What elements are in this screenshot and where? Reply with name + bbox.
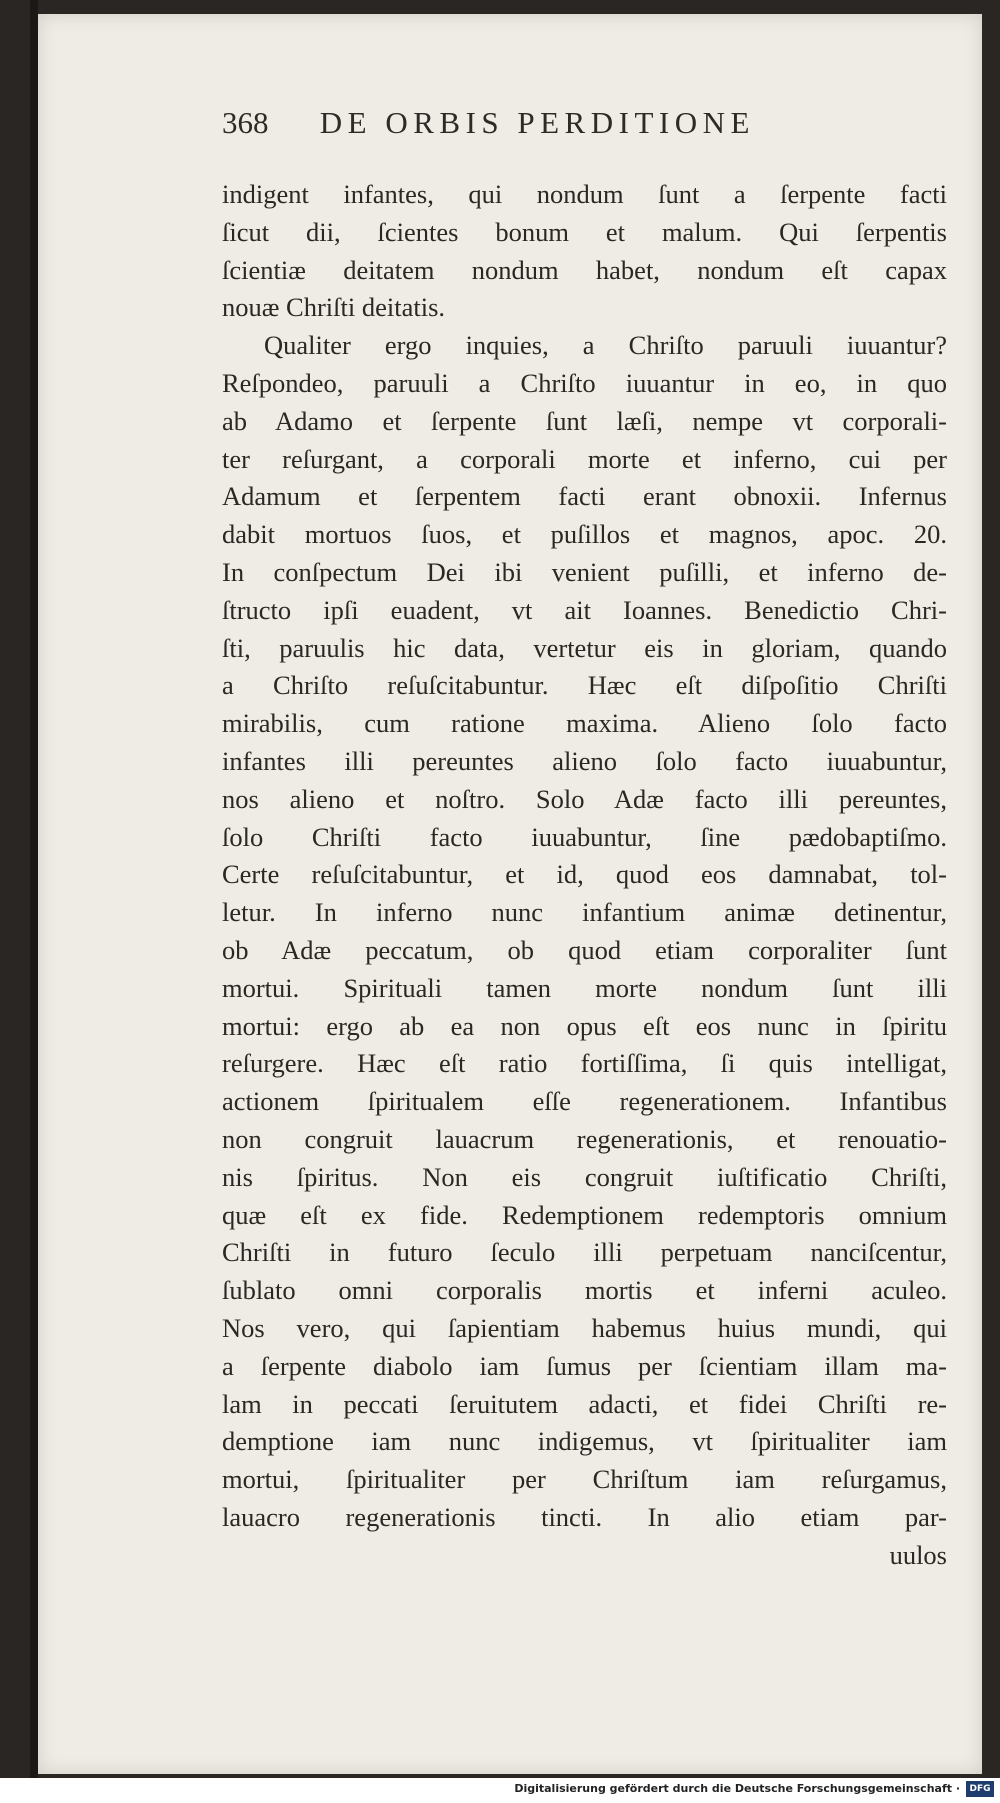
text-line: ſublato omni corporalis mortis et inferni aculeo. [222,1275,947,1306]
text-line: lauacro regenerationis tincti. In alio etiam par- [222,1501,947,1532]
text-line: ab Adamo et ſerpente ſunt læſi, nempe vt corporali- [222,405,947,436]
text-line: ob Adæ peccatum, ob quod etiam corporaliter ſunt [222,934,947,965]
text-line: mirabilis, cum ratione maxima. Alieno ſolo facto [222,708,947,739]
text-line: reſurgere. Hæc eſt ratio fortiſſima, ſi quis intelligat, [222,1048,947,1079]
dfg-logo: DFG [966,1781,994,1797]
running-head [222,105,847,155]
text-line: a Chriſto reſuſcitabuntur. Hæc eſt diſpoſitio Chriſti [222,670,947,701]
text-line: In conſpectum Dei ibi venient puſilli, et inferno de- [222,556,947,587]
text-line: ſicut dii, ſcientes bonum et malum. Qui ſerpentis [222,216,947,247]
text-line: Adamum et ſerpentem facti erant obnoxii. Infernus [222,481,947,512]
book-gutter-edge [30,0,38,1778]
catchword: uulos [889,1539,947,1570]
text-line: Reſpondeo, paruuli a Chriſto iuuantur in eo, in quo [222,367,947,398]
text-line: demptione iam nunc indigemus, vt ſpiritualiter iam [222,1426,947,1457]
digitization-footer [0,1778,1000,1803]
funding-credit: Digitalisierung gefördert durch die Deutsche Forschungsgemeinschaft · [514,1782,960,1795]
text-line: mortui, ſpiritualiter per Chriſtum iam reſurgamus, [222,1464,947,1495]
text-line: infantes illi pereuntes alieno ſolo facto iuuabuntur, [222,745,947,776]
text-line: actionem ſpiritualem eſſe regenerationem. Infantibus [222,1086,947,1117]
text-line: Nos vero, qui ſapientiam habemus huius mundi, qui [222,1312,947,1343]
text-line: Certe reſuſcitabuntur, et id, quod eos damnabat, tol- [222,859,947,890]
text-line: nis ſpiritus. Non eis congruit iuſtificatio Chriſti, [222,1161,947,1192]
text-line: dabit mortuos ſuos, et puſillos et magnos, apoc. 20. [222,519,947,550]
text-line: Chriſti in futuro ſeculo illi perpetuam nanciſcentur, [222,1237,947,1268]
text-line: ter reſurgant, a corporali morte et inferno, cui per [222,443,947,474]
text-line: nos alieno et noſtro. Solo Adæ facto illi pereuntes, [222,783,947,814]
text-line: a ſerpente diabolo iam ſumus per ſcientiam illam ma- [222,1350,947,1381]
text-line: letur. In inferno nunc infantium animæ detinentur, [222,897,947,928]
text-line: non congruit lauacrum regenerationis, et renouatio- [222,1123,947,1154]
text-line: ſti, paruulis hic data, vertetur eis in gloriam, quando [222,632,947,663]
page-number: 368 [222,105,269,140]
text-line: ſtructo ipſi euadent, vt ait Ioannes. Benedictio Chri- [222,594,947,625]
text-line: quæ eſt ex fide. Redemptionem redemptoris omnium [222,1199,947,1230]
text-line: nouæ Chriſti deitatis. [222,292,446,323]
body-text [222,176,947,1574]
text-line: mortui. Spirituali tamen morte nondum ſunt illi [222,972,947,1003]
running-title: DE ORBIS PERDITIONE [319,105,755,140]
text-line: Qualiter ergo inquies, a Chriſto paruuli iuuantur? [264,330,947,361]
text-line: lam in peccati ſeruitutem adacti, et fidei Chriſti re- [222,1388,947,1419]
text-line: indigent infantes, qui nondum ſunt a ſerpente facti [222,179,947,209]
text-line: ſcientiæ deitatem nondum habet, nondum eſt capax [222,254,947,285]
text-line: mortui: ergo ab ea non opus eſt eos nunc in ſpiritu [222,1010,947,1041]
text-line: ſolo Chriſti facto iuuabuntur, ſine pædobaptiſmo. [222,821,947,852]
